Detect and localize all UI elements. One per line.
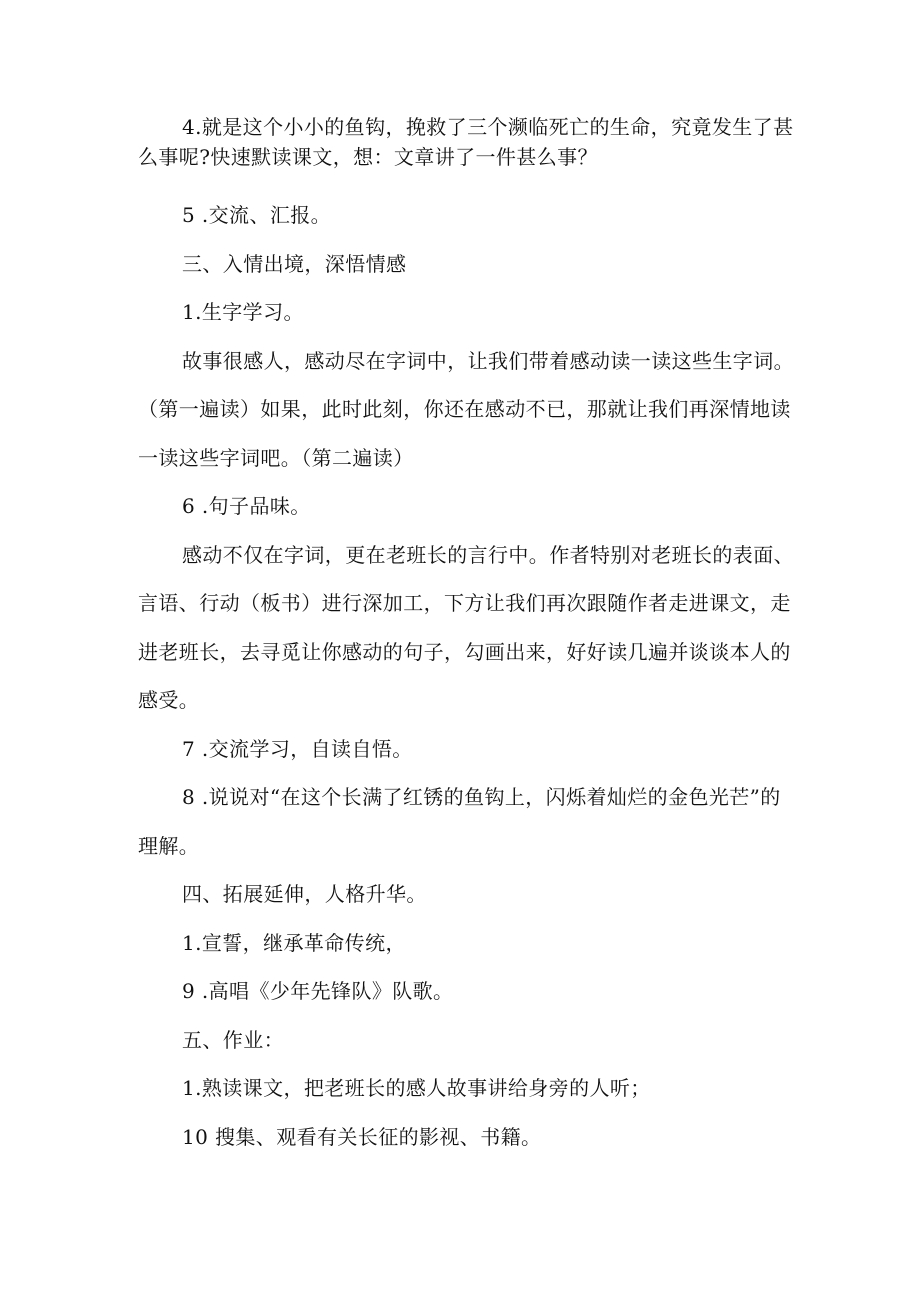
paragraph-8: 7 .交流学习，自读自悟。: [182, 736, 413, 761]
paragraph-14: 1.熟读课文，把老班长的感人故事讲给身旁的人听；: [182, 1076, 651, 1100]
paragraph-1: 4.就是这个小小的鱼钩，挽救了三个濒临死亡的生命，究竟发生了甚么事呢?快速默读课文，想：文章讲了一件甚么事？: [138, 115, 794, 169]
paragraph-4: 1.生字学习。: [182, 300, 304, 324]
section-heading-4: 四、拓展延伸，人格升华。: [182, 882, 427, 906]
paragraph-2: 5 .交流、汇报。: [182, 203, 332, 227]
section-heading-3: 三、入情出境，深悟情感: [182, 251, 407, 276]
paragraph-9: 8 .说说对“在这个长满了红锈的鱼钩上，闪烁着灿烂的金色光芒”的理解。: [138, 785, 781, 858]
paragraph-11: 1.宣誓，继承革命传统，: [182, 930, 406, 955]
paragraph-5: 故事很感人，感动尽在字词中，让我们带着感动读一读这些生字词。（第一遍读）如果，此时此刻，你还在感动不已，那就让我们再深情地读一读这些字词吧。（第二遍读）: [138, 348, 794, 470]
paragraph-12: 9 .高唱《少年先锋队》队歌。: [182, 979, 454, 1003]
section-heading-5: 五、作业：: [182, 1027, 284, 1052]
paragraph-6: 6 .句子品味。: [182, 494, 311, 518]
paragraph-7: 感动不仅在字词，更在老班长的言行中。作者特别对老班长的表面、言语、行动（板书）进行深加工，下方让我们再次跟随作者走进课文，走进老班长，去寻觅让你感动的句子，勾画出来，好好读几遍并谈谈本人的感受。: [138, 542, 794, 712]
paragraph-15: 10 搜集、观看有关长征的影视、书籍。: [182, 1124, 542, 1149]
document-body: [138, 112, 798, 1161]
